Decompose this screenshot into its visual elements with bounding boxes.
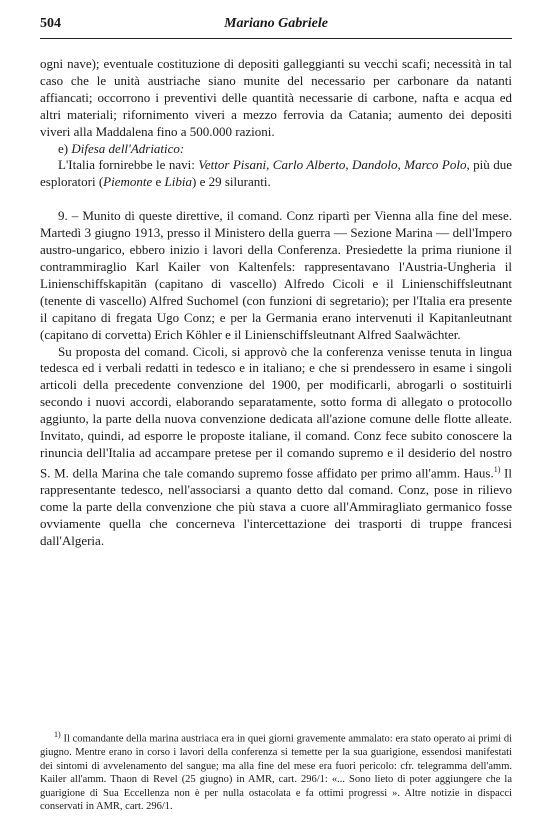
paragraph-section-9: 9. – Munito di queste direttive, il comand. Conz ripartì per Vienna alla fine del mese. Martedì 3 giugno 1913, presso il Ministero della guerra — Sezione Marina — dell'Impero austro-ungarico, ebbero inizio i lavori della Conferenza. Presiedette la prima riunione il contrammiraglio Karl Kailer von Kaltenfels: rappresentavano l'Austria-Ungheria il Linienschiffskapitän (capitano di vascello) Alfredo Cicoli e il Linienschiffsleutnant (tenente di vascello) Alfred Suchomel (con funzioni di segretario); per l'Italia era presente il capitano di fregata Ugo Conz; e per la Germania erano intervenuti il Kapitanleutnant (capitano di corvetta) Erich Köhler e il Linienschiffsleutnant Alfred Saalwächter. <box>40 208 512 342</box>
header-rule <box>40 38 512 39</box>
footnote-ref: 1) <box>493 464 501 474</box>
paragraph-continuation: ogni nave); eventuale costituzione di depositi galleggianti su vecchi scafi; necessità in tal caso che le unità austriache siano munite del necessario per carbonare da natanti affiancati; occorrono i preventivi delle quantità necessarie di carbone, nafta e acqua ed altri materiali; rifornimento viveri a mezzo ferrovia da Catania; aumento dei depositi viveri alla Maddalena fino a 500.000 razioni. <box>40 56 512 139</box>
footnotes <box>40 728 512 814</box>
proposal-text-b: Il rappresentante tedesco, nell'associarsi a quanto detto dal comand. Conz, pose in rilievo come la parte della convenzione che più stava a cuore all'Ammiragliato germanico fosse ovviamente quella che concerneva l'intercettazione dei trasporti di truppe francesi dall'Algeria. <box>40 465 513 548</box>
running-title: Mariano Gabriele <box>224 16 328 31</box>
ships-text-c: e <box>152 174 165 190</box>
footnote-marker: 1) <box>54 730 61 739</box>
ship-names: Vettor Pisani, Carlo Alberto, Dandolo, Marco Polo, <box>198 157 470 173</box>
ships-text-b: più due esploratori ( <box>40 157 512 190</box>
section-heading <box>40 141 512 158</box>
proposal-text-a: Su proposta del comand. Cicoli, si approvò che la conferenza venisse tenuta in lingua tedesca ed i verbali redatti in tedesco e in italiano; e che si prendessero in esame i singoli articoli della precedente convenzione del 1900, per modificarli, abrogarli o sostituirli secondo i nuovi accordi, elaborando separatamente, sotto forma di allegato o protocollo aggiunto, la parte della nuova convenzione dedicata all'azione comune delle flotte alleate. Invitato, quindi, ad esporre le proposte italiane, il comand. Conz fece subito conoscere la rinuncia dell'Italia ad accampare pretese per il comando supremo e il desiderio del nostro S. M. della Marina che tale comando supremo fosse affidato per primo all'amm. Haus. <box>40 343 512 481</box>
heading-prefix: e) <box>58 140 72 156</box>
ships-text-d: ) e 29 siluranti. <box>192 174 271 190</box>
heading-text: Difesa dell'Adriatico: <box>71 140 185 156</box>
ships-intro: L'Italia fornirebbe le navi: <box>58 157 199 173</box>
paragraph-ships <box>40 157 512 191</box>
running-header <box>40 14 512 36</box>
main-text <box>40 56 512 550</box>
footnote-text: Il comandante della marina austriaca era in quei giorni gravemente ammalato: era stato operato ai primi di giugno. Mentre erano in corso i lavori della conferenza si temette per la sua guarigione, essendosi manifestati dei sintomi di avvelenamento del sangue; ma alla fine del mese era fuori pericolo: cfr. telegramma dell'amm. Kailer all'amm. Thaon di Revel (25 giugno) in AMR, cart. 296/1: «... Sono lieto di poter aggiungere che la guarigione di Sua Eccellenza non è per nulla ostacolata e fa ottimi progressi ». Altre notizie in dispacci conservati in AMR, cart. 296/1. <box>40 733 512 813</box>
page-number: 504 <box>40 16 61 31</box>
footnote-1 <box>40 728 512 814</box>
section-gap <box>40 191 512 208</box>
explorer-2: Libia <box>164 174 193 190</box>
explorer-1: Piemonte <box>103 174 153 190</box>
paragraph-proposal <box>40 344 512 550</box>
